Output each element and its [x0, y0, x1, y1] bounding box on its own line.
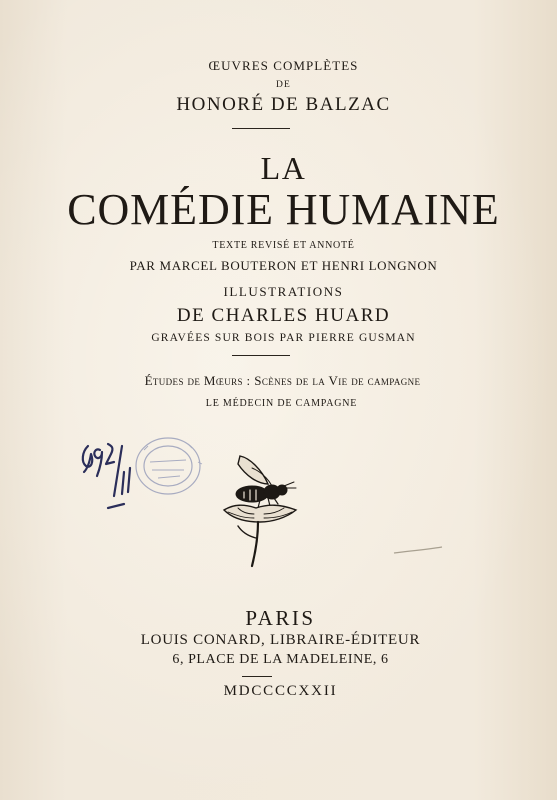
title-line-1: LA: [260, 150, 307, 186]
series-title: ŒUVRES COMPLÈTES: [208, 58, 359, 73]
section-heading: Études de Mœurs : Scènes de la Vie de campagne: [144, 373, 421, 388]
credit-illustrations: ILLUSTRATIONS: [223, 284, 344, 299]
work-title: LE MÉDECIN DE CAMPAGNE: [205, 398, 358, 409]
library-stamp: [128, 432, 212, 502]
title-line-2: COMÉDIE HUMAINE: [67, 185, 500, 234]
credit-engraver: GRAVÉES SUR BOIS PAR PIERRE GUSMAN: [151, 332, 416, 344]
imprint-year: MDCCCCXXII: [223, 683, 338, 699]
imprint-publisher: LOUIS CONARD, LIBRAIRE-ÉDITEUR: [140, 632, 421, 648]
divider-rule: [232, 128, 290, 129]
divider-rule: [232, 355, 290, 356]
credit-illustrator: DE CHARLES HUARD: [176, 305, 391, 326]
imprint-address: 6, PLACE DE LA MADELEINE, 6: [172, 652, 389, 667]
imprint-city: PARIS: [245, 606, 316, 630]
bee-ornament-icon: [214, 452, 304, 570]
pencil-mark: [392, 545, 444, 557]
credit-texte: TEXTE REVISÉ ET ANNOTÉ: [212, 240, 355, 251]
author-name: HONORÉ DE BALZAC: [176, 94, 391, 115]
series-de: DE: [276, 80, 291, 90]
divider-rule: [242, 676, 272, 677]
credit-editors: PAR MARCEL BOUTERON ET HENRI LONGNON: [129, 258, 438, 273]
